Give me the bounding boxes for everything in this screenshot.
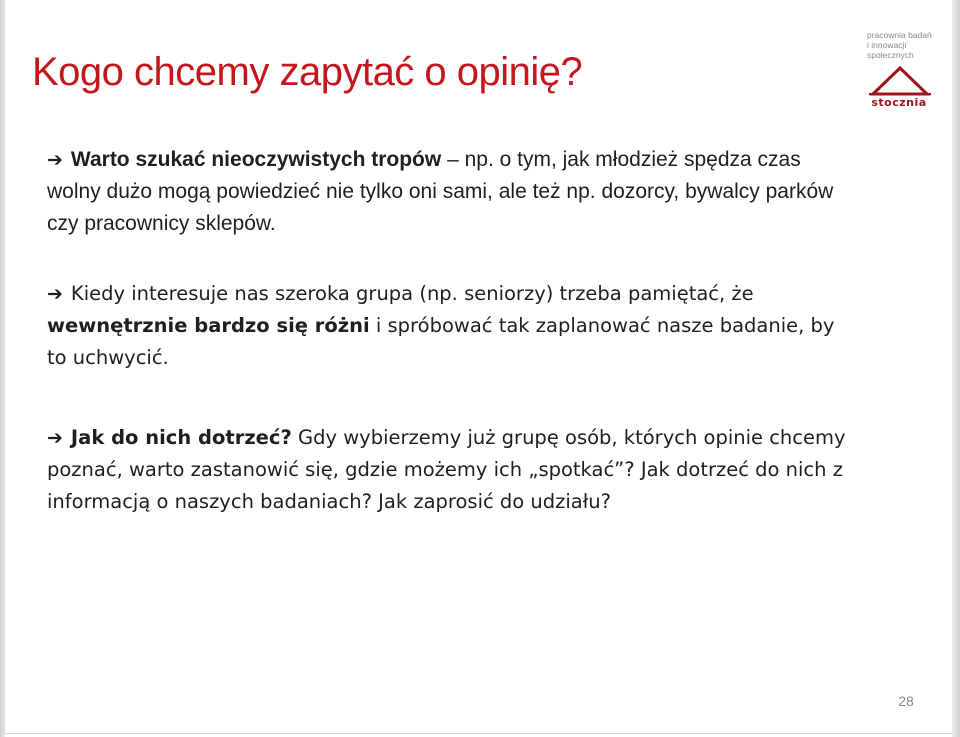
right-arrow-icon: ➔	[47, 149, 63, 171]
right-arrow-icon: ➔	[47, 427, 63, 449]
logo-roof-icon	[867, 62, 933, 96]
slide	[5, 0, 952, 733]
logo-tagline	[867, 30, 947, 60]
bullet-3-text: Gdy wybierzemy już grupę osób, których opinie chcemy poznać, warto zastanowić się, gdzie możemy ich „spotkać”? Jak dotrzeć do nich z informacją o naszych badaniach? Jak zaprosić do udziału?	[47, 426, 846, 513]
stocznia-logo	[867, 30, 947, 112]
logo-line-3: społecznych	[867, 50, 914, 60]
logo-wordmark: stocznia	[871, 96, 927, 109]
bullet-3-bold: Jak do nich dotrzeć?	[70, 426, 292, 449]
logo-line-1: pracownia badań	[867, 30, 932, 40]
page-number: 28	[898, 693, 914, 709]
slide-title: Kogo chcemy zapytać o opinię?	[32, 50, 583, 94]
slide-edge-right	[952, 0, 960, 737]
bullet-2-text-after: i spróbować tak zaplanować nasze badanie, by to uchwycić.	[47, 314, 835, 369]
bullet-1-text: – np. o tym, jak młodzież spędza czas wolny dużo mogą powiedzieć nie tylko oni sami, ale też np. dozorcy, bywalcy parków czy pracownicy sklepów.	[47, 148, 834, 235]
logo-line-2: i innowacji	[867, 40, 907, 50]
bullet-2-bold: wewnętrznie bardzo się różni	[47, 314, 370, 337]
bullet-1-bold: Warto szukać nieoczywistych tropów	[70, 148, 442, 171]
bullet-paragraph-3	[47, 422, 847, 518]
bullet-2-text-before: Kiedy interesuje nas szeroka grupa (np. seniorzy) trzeba pamiętać, że	[70, 282, 754, 305]
bullet-paragraph-2	[47, 278, 847, 374]
right-arrow-icon: ➔	[47, 283, 63, 305]
bullet-paragraph-1	[47, 144, 847, 240]
